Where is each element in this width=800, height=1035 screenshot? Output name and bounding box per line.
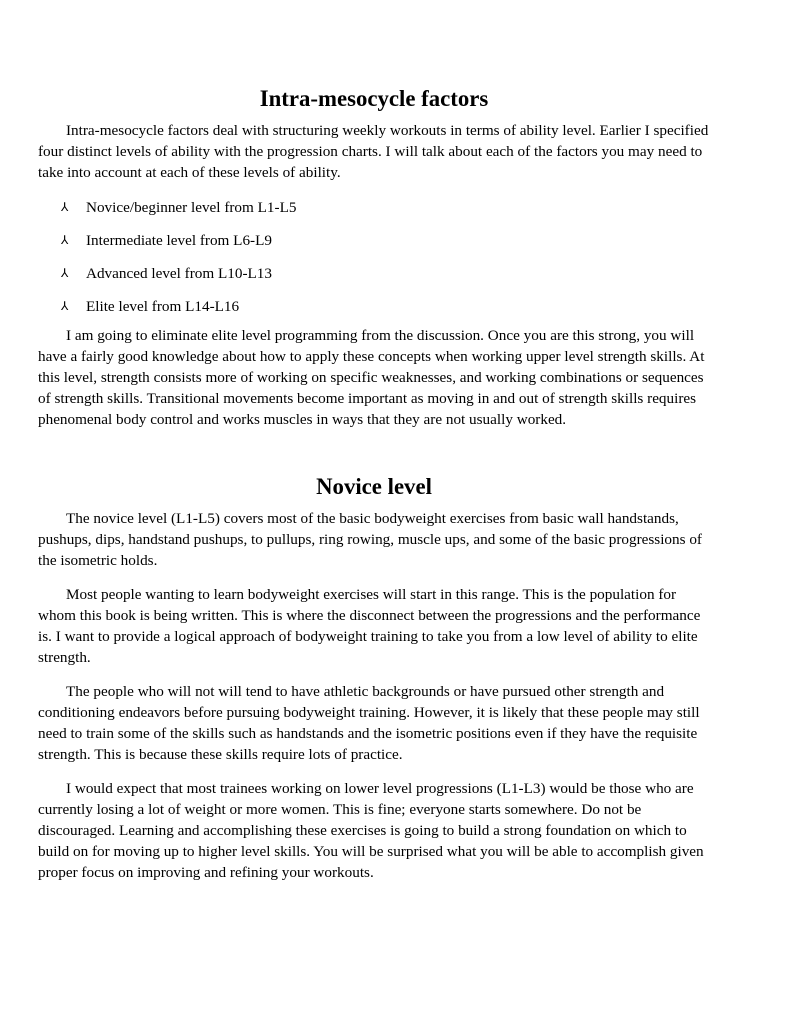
novice-paragraph-1: The novice level (L1-L5) covers most of the basic bodyweight exercises from basic wall handstands, pushups, dips, handstand pushups, to pullups, ring rowing, muscle ups, and some of the basic progressions of the isometric holds. bbox=[38, 510, 702, 569]
list-item-label: Elite level from L14-L16 bbox=[86, 298, 240, 315]
list-item-label: Novice/beginner level from L1-L5 bbox=[86, 199, 297, 216]
list-item-label: Intermediate level from L6-L9 bbox=[86, 232, 272, 249]
list-item bbox=[38, 230, 710, 251]
bullet-icon: ⅄ bbox=[61, 233, 69, 247]
list-item bbox=[38, 263, 710, 284]
novice-paragraph-2: Most people wanting to learn bodyweight exercises will start in this range. This is the population for whom this book is being written. This is where the disconnect between the progressions and the performance is. I want to provide a logical approach of bodyweight training to take you from a low level of ability to elite strength. bbox=[38, 586, 701, 666]
bullet-icon: ⅄ bbox=[61, 200, 69, 214]
ability-level-list bbox=[38, 197, 710, 317]
section-heading-intra-mesocycle: Intra-mesocycle factors bbox=[259, 86, 489, 111]
section-heading-novice-level: Novice level bbox=[316, 474, 432, 499]
bullet-icon: ⅄ bbox=[61, 299, 69, 313]
novice-paragraph-3: The people who will not will tend to have athletic backgrounds or have pursued other strength and conditioning endeavors before pursuing bodyweight training. However, it is likely that these people may still need to train some of the skills such as handstands and the isometric positions even if they have the requisite strength. This is because these skills require lots of practice. bbox=[38, 683, 700, 763]
intro-paragraph: Intra-mesocycle factors deal with structuring weekly workouts in terms of ability level. Earlier I specified four distinct levels of ability with the progression charts. I will talk about each of the factors you may need to take into account at each of these levels of ability. bbox=[38, 122, 709, 181]
bullet-icon: ⅄ bbox=[61, 266, 69, 280]
list-item bbox=[38, 296, 710, 317]
document-page bbox=[38, 88, 710, 883]
list-item bbox=[38, 197, 710, 218]
novice-paragraph-4: I would expect that most trainees working on lower level progressions (L1-L3) would be those who are currently losing a lot of weight or more women. This is fine; everyone starts somewhere. Do not be discouraged. Learning and accomplishing these exercises is going to build a strong foundation on which to build on for moving up to higher level skills. You will be surprised what you will be able to accomplish given proper focus on improving and refining your workouts. bbox=[38, 780, 704, 881]
list-item-label: Advanced level from L10-L13 bbox=[86, 265, 272, 282]
elite-paragraph: I am going to eliminate elite level programming from the discussion. Once you are this strong, you will have a fairly good knowledge about how to apply these concepts when working upper level strength skills. At this level, strength consists more of working on specific weaknesses, and working combinations or sequences of strength skills. Transitional movements become important as moving in and out of strength skills requires phenomenal body control and works muscles in ways that they are not usually worked. bbox=[38, 327, 705, 428]
